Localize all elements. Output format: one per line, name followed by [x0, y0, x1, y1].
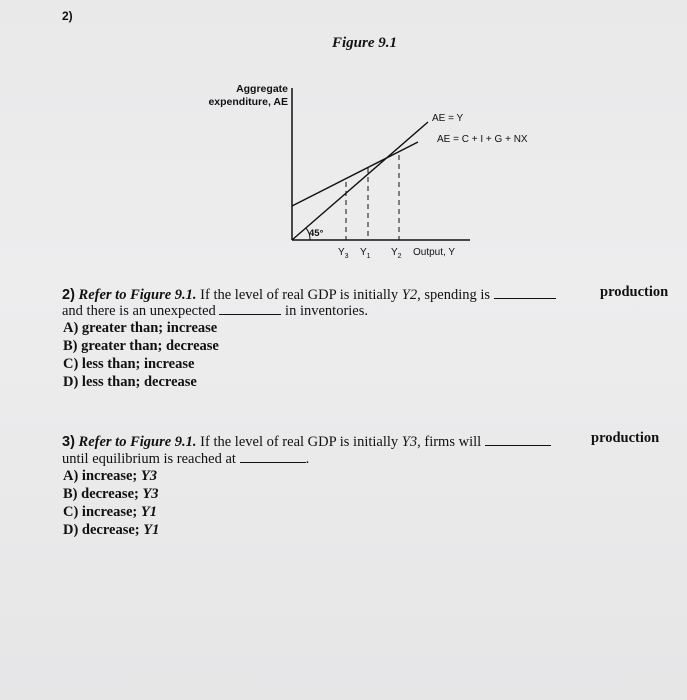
question-2-production: production: [600, 284, 669, 300]
question-3-option-a-text: A) increase;: [63, 468, 141, 484]
ae-equals-y-line: [292, 122, 428, 240]
question-2-reference: Refer to Figure 9.1.: [78, 287, 197, 303]
question-2-option-b: B) greater than; decrease: [63, 338, 219, 354]
x-axis-label: Output, Y: [413, 247, 456, 258]
question-2-line2: [62, 303, 368, 319]
question-3-option-c: [63, 504, 157, 520]
question-2-line2-text: and there is an unexpected: [62, 303, 216, 319]
question-2-text1: If the level of real GDP is initially: [200, 287, 399, 303]
question-2-option-a: A) greater than; increase: [63, 320, 218, 336]
figure-title: Figure 9.1: [332, 35, 398, 51]
question-3-option-d: [63, 522, 159, 538]
question-3-option-c-text: C) increase;: [63, 504, 141, 520]
y-axis-label-line2: expenditure, AE: [208, 96, 288, 108]
question-3-text2: , firms will: [417, 434, 482, 450]
question-3-number: 3): [62, 434, 75, 450]
question-3-option-a-var: Y3: [140, 468, 157, 484]
ae-equals-y-label: AE = Y: [432, 113, 464, 124]
question-3-blank-2: [240, 451, 306, 463]
question-2-line2-end: in inventories.: [285, 303, 369, 319]
question-3-reference: Refer to Figure 9.1.: [78, 434, 197, 450]
question-3-variable: Y3: [401, 434, 418, 450]
question-3-production: production: [591, 430, 660, 446]
question-3-line1: [62, 434, 551, 450]
question-3-line2-text: until equilibrium is reached at: [62, 451, 236, 467]
question-3-option-b: [63, 486, 159, 502]
question-2-option-c: C) less than; increase: [63, 356, 195, 372]
question-2-text2: , spending is: [417, 287, 491, 303]
question-2-option-d: D) less than; decrease: [63, 374, 197, 390]
question-3-text1: If the level of real GDP is initially: [200, 434, 399, 450]
question-3-blank-1: [485, 434, 551, 446]
tick-label-y3: $Y_3$: [338, 247, 349, 260]
question-2-blank-2: [219, 303, 281, 315]
question-3-option-d-text: D) decrease;: [63, 522, 144, 538]
y-axis-label-line1: Aggregate: [236, 83, 288, 95]
angle-label: 45°: [309, 228, 324, 239]
tick-label-y1: $Y_1$: [360, 247, 371, 260]
question-2-variable: Y2: [401, 287, 418, 303]
question-3-option-d-var: Y1: [143, 522, 160, 538]
question-3-line2-end: .: [305, 451, 310, 467]
question-3-option-b-text: B) decrease;: [63, 486, 143, 502]
question-2-line1: [62, 287, 556, 303]
question-2-number: 2): [62, 287, 75, 303]
question-2-blank-1: [494, 287, 556, 299]
question-3-option-b-var: Y3: [142, 486, 159, 502]
tick-label-y2: $Y_2$: [391, 247, 402, 260]
question-3-option-c-var: Y1: [140, 504, 157, 520]
ae-expenditure-label: AE = C + I + G + NX: [437, 134, 528, 145]
figure-9-1-chart: [0, 0, 687, 280]
page-number: 2): [62, 9, 73, 23]
question-3-line2: [62, 451, 309, 467]
question-3-option-a: [63, 468, 157, 484]
